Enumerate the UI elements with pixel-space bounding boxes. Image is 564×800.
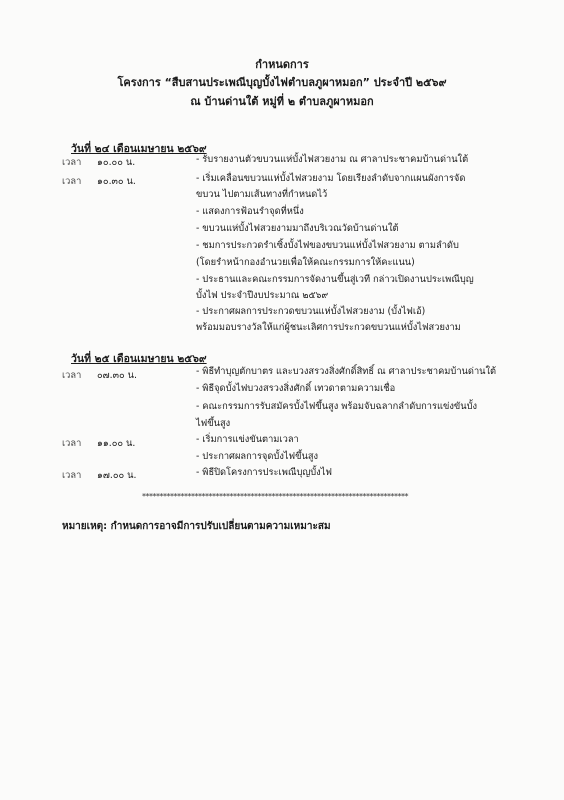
day2-line: - เริ่มการแข่งขันตามเวลา	[196, 434, 299, 445]
day2-line: - พิธีปิดโครงการประเพณีบุญบั้งไฟ	[196, 467, 332, 478]
day2-line: - คณะกรรมการรับสมัครบั้งไฟขึ้นสูง พร้อมจับฉลากลำดับการแข่งขันบั้ง	[196, 401, 478, 412]
day1-line: - ประกาศผลการประกวดขบวนแห่บั้งไฟสวยงาม (บั้งไฟเอ้)	[196, 306, 426, 317]
day2-time-2: ๑๑.๐๐ น.	[97, 438, 136, 449]
day1-line: - ประธานและคณะกรรมการจัดงานขึ้นสู่เวที กล่าวเปิดงานประเพณีบุญ	[196, 274, 474, 285]
time-label: เวลา	[62, 370, 82, 381]
time-label: เวลา	[62, 438, 82, 449]
day2-time-3: ๑๗.๐๐ น.	[97, 470, 137, 481]
day2-line: ไฟขึ้นสูง	[196, 418, 231, 429]
day2-line: - พิธีจุดบั้งไฟบวงสรวงสิ่งศักดิ์ เทวดาตามความเชื่อ	[196, 383, 396, 394]
day1-title: วันที่ ๒๔ เดือนเมษายน ๒๕๖๙	[71, 143, 207, 155]
day1-line: - ชมการประกวดรำเซิ้งบั้งไฟของขบวนแห่บั้งไฟสวยงาม ตามลำดับ	[196, 240, 459, 251]
day2-line: - พิธีทำบุญตักบาตร และบวงสรวงสิ่งศักดิ์สิทธิ์ ณ ศาลาประชาคมบ้านด่านใต้	[196, 366, 497, 377]
day1-line: - ขบวนแห่บั้งไฟสวยงามมาถึงบริเวณวัดบ้านด่านใต้	[196, 223, 399, 234]
separator-line: ****************************************************************************	[142, 492, 408, 501]
venue-line: ณ บ้านด่านใต้ หมู่ที่ ๒ ตำบลภูผาหมอก	[190, 95, 374, 108]
day1-time-2: ๑๐.๓๐ น.	[97, 176, 136, 187]
day1-line: (โดยรำหน้ากองอำนวยเพื่อให้คณะกรรมการให้คะแนน)	[196, 257, 415, 268]
remark-note: หมายเหตุ: กำหนดการอาจมีการปรับเปลี่ยนตามความเหมาะสม	[62, 521, 331, 532]
day1-line: - รับรายงานตัวขบวนแห่บั้งไฟสวยงาม ณ ศาลาประชาคมบ้านด่านใต้	[196, 154, 469, 165]
day1-line: - เริ่มเคลื่อนขบวนแห่บั้งไฟสวยงาม โดยเรียงลำดับจากแผนผังการจัด	[196, 173, 466, 184]
project-title: โครงการ “สืบสานประเพณีบุญบั้งไฟตำบลภูผาหมอก” ประจำปี ๒๕๖๙	[117, 76, 447, 89]
time-label: เวลา	[62, 176, 82, 187]
day2-time-1: ๐๗.๓๐ น.	[97, 370, 137, 381]
day1-line: บั้งไฟ ประจำปีงบประมาณ ๒๕๖๙	[196, 290, 329, 301]
day1-line: - แสดงการฟ้อนรำจุดที่หนึ่ง	[196, 206, 304, 217]
document-title: กำหนดการ	[255, 58, 309, 71]
day1-line: พร้อมมอบรางวัลให้แก่ผู้ชนะเลิศการประกวดขบวนแห่บั้งไฟสวยงาม	[196, 322, 461, 333]
day1-time-1: ๑๐.๐๐ น.	[97, 157, 136, 168]
day2-line: - ประกาศผลการจุดบั้งไฟขึ้นสูง	[196, 451, 319, 462]
time-label: เวลา	[62, 470, 82, 481]
day1-line: ขบวน ไปตามเส้นทางที่กำหนดไว้	[196, 189, 328, 200]
day2-title: วันที่ ๒๕ เดือนเมษายน ๒๕๖๙	[71, 353, 207, 365]
time-label: เวลา	[62, 157, 82, 168]
